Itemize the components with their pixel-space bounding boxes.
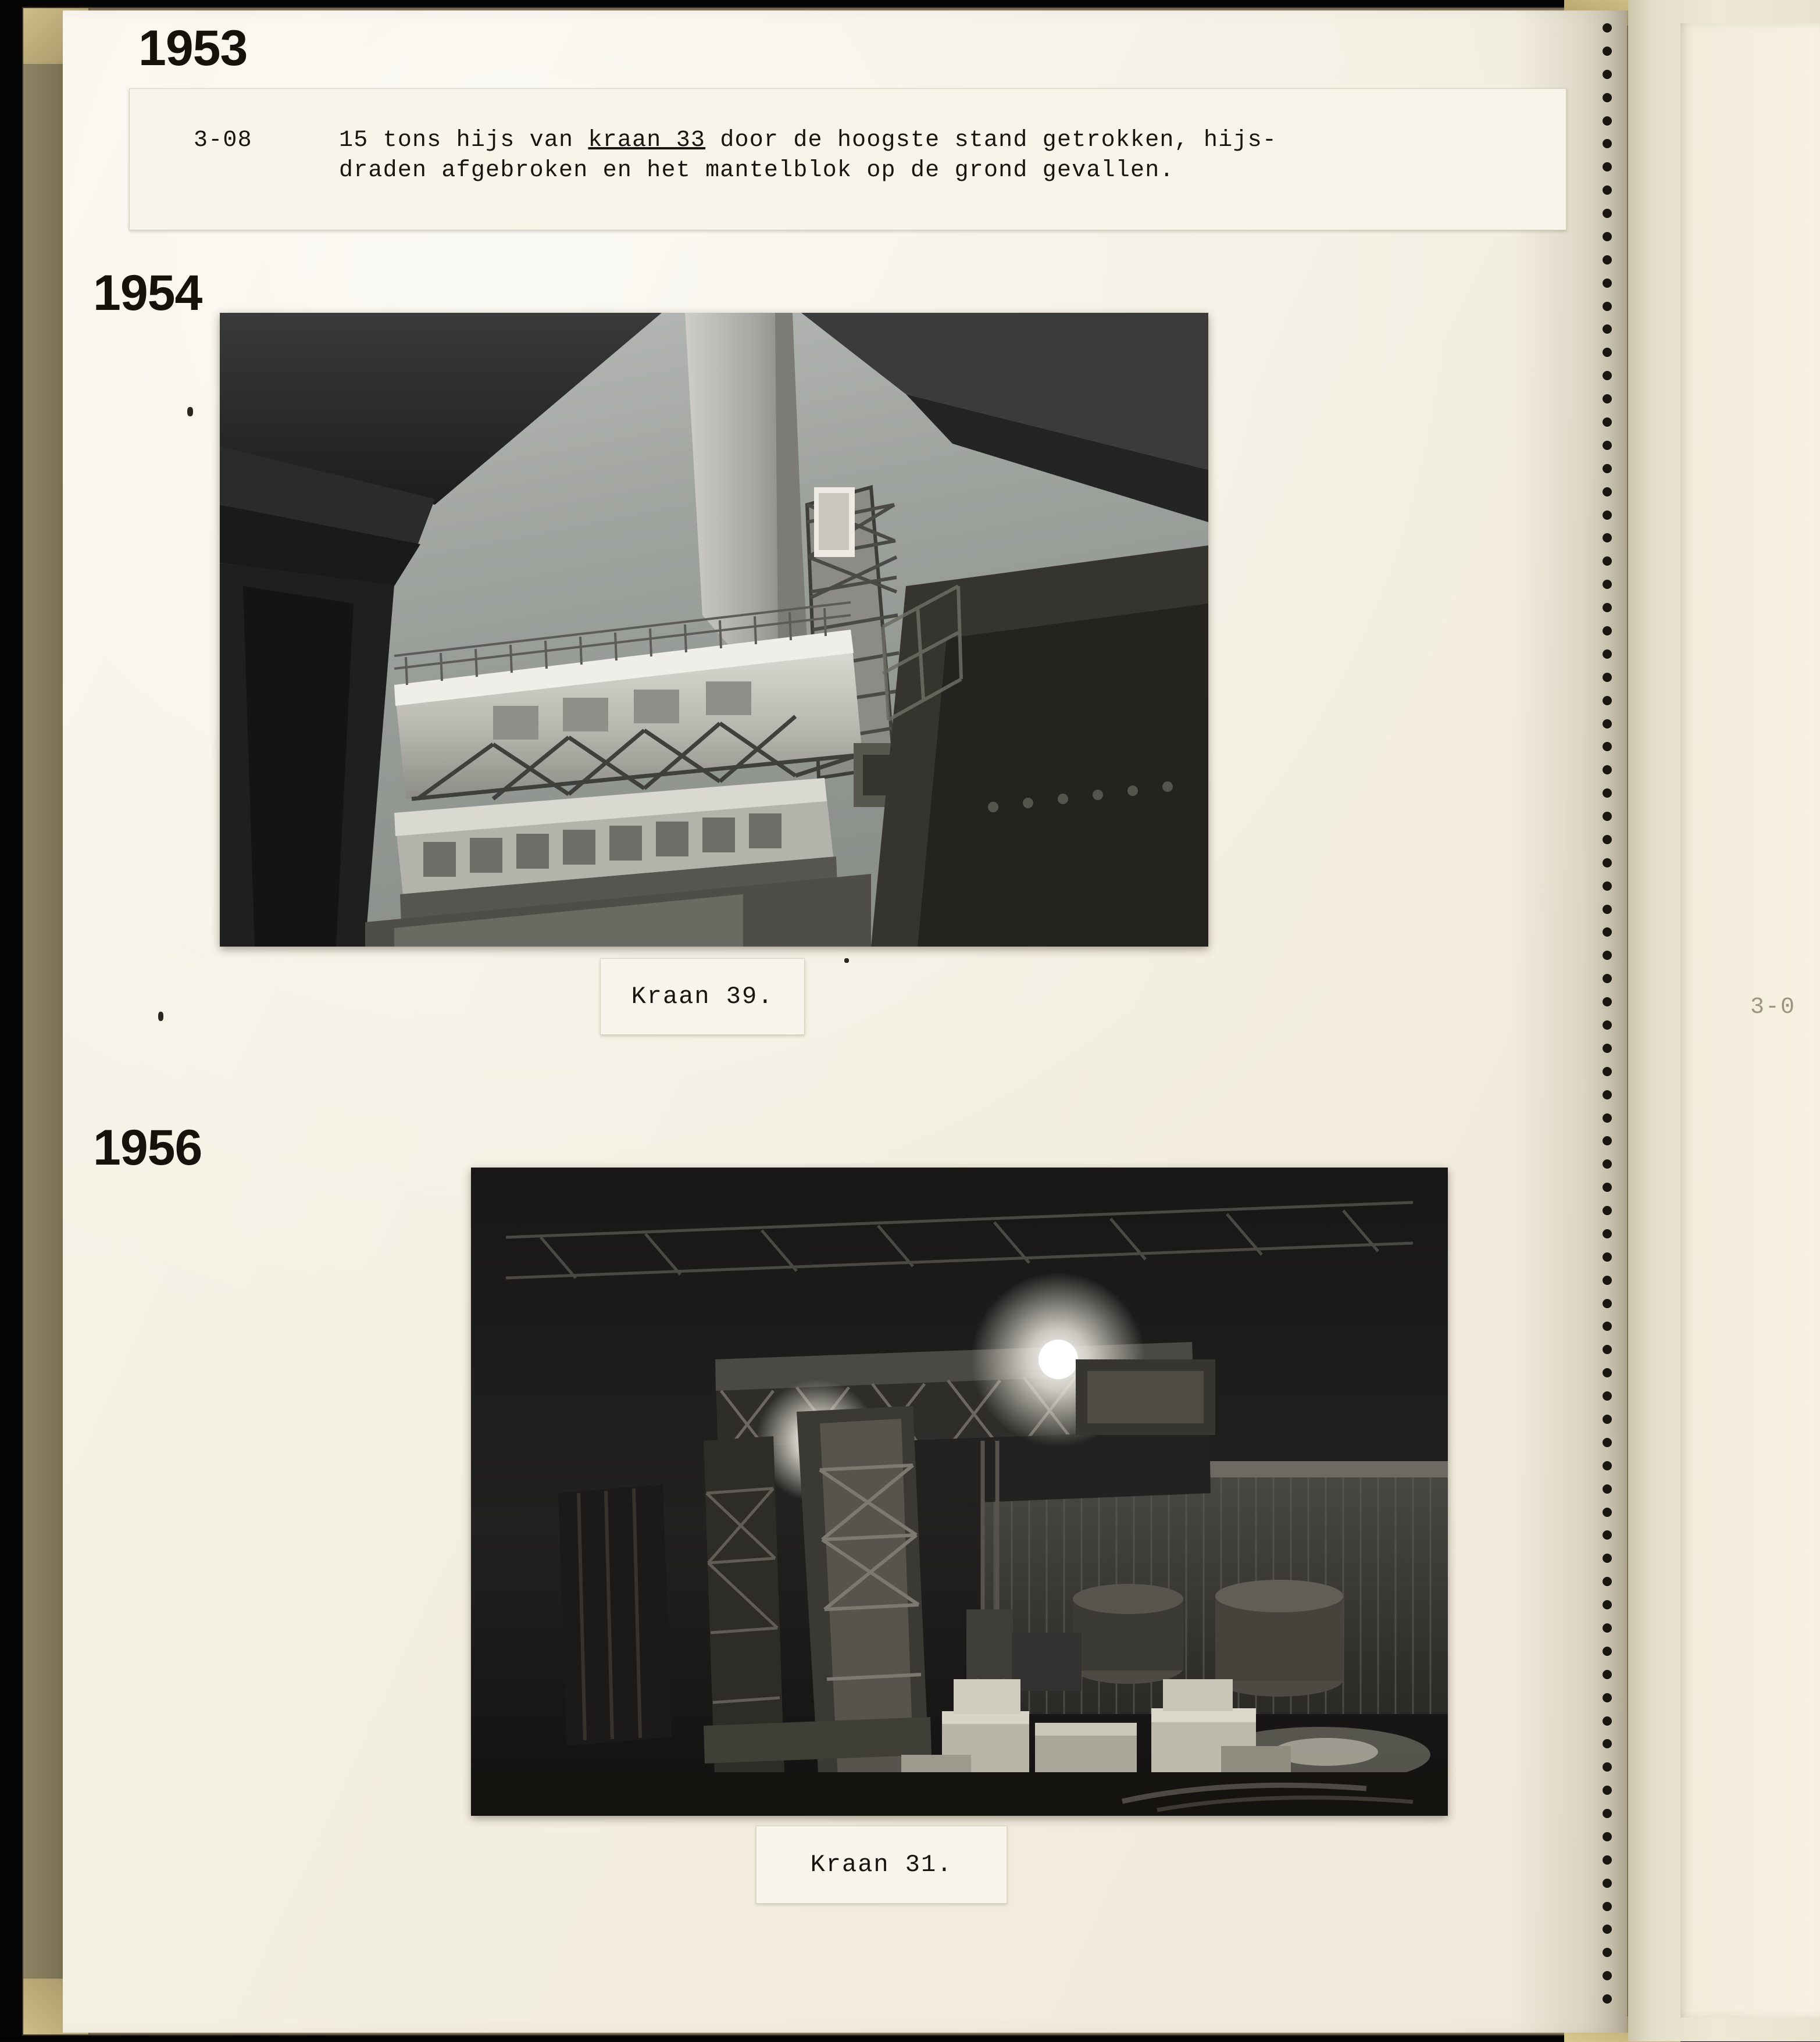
- photo-kraan-39-image: [220, 313, 1208, 947]
- binding-hole: [1603, 974, 1612, 983]
- binding-hole: [1603, 185, 1612, 195]
- page-speck-1: [187, 407, 193, 416]
- binding-hole: [1603, 1136, 1612, 1145]
- binding-hole: [1603, 1113, 1612, 1123]
- binding-hole: [1603, 1879, 1612, 1888]
- binding-hole: [1603, 765, 1612, 774]
- binding-hole: [1603, 1623, 1612, 1633]
- binding-hole: [1603, 1484, 1612, 1494]
- binding-hole: [1603, 1415, 1612, 1424]
- binding-hole: [1603, 116, 1612, 126]
- binding-hole: [1603, 1670, 1612, 1679]
- year-heading-1956: 1956: [93, 1120, 202, 1176]
- binding-hole: [1603, 788, 1612, 798]
- binding-hole: [1603, 1530, 1612, 1540]
- margin-ghost-text: 3-0: [1750, 994, 1796, 1020]
- binding-hole: [1603, 209, 1612, 218]
- binding-hole: [1603, 1647, 1612, 1656]
- binding-hole: [1603, 1902, 1612, 1911]
- page-speck-2: [158, 1012, 163, 1021]
- binding-hole: [1603, 1276, 1612, 1285]
- binding-hole: [1603, 881, 1612, 891]
- binding-hole: [1603, 719, 1612, 729]
- binding-holes: [1603, 23, 1618, 2018]
- binding-hole: [1603, 603, 1612, 612]
- caption-kraan-31: Kraan 31.: [756, 1826, 1007, 1904]
- binding-hole: [1603, 1461, 1612, 1470]
- binding-hole: [1603, 951, 1612, 960]
- binding-hole: [1603, 417, 1612, 427]
- binding-hole: [1603, 1345, 1612, 1354]
- binding-hole: [1603, 1762, 1612, 1772]
- binding-hole: [1603, 580, 1612, 589]
- binding-hole: [1603, 673, 1612, 682]
- binding-hole: [1603, 1020, 1612, 1030]
- note-code: 3-08: [194, 127, 252, 153]
- binding-hole: [1603, 1391, 1612, 1401]
- binding-hole: [1603, 1067, 1612, 1076]
- binding-hole: [1603, 1299, 1612, 1308]
- binding-hole: [1603, 487, 1612, 497]
- binding-hole: [1603, 23, 1612, 33]
- binding-hole: [1603, 533, 1612, 542]
- binding-hole: [1603, 371, 1612, 380]
- binding-hole: [1603, 1044, 1612, 1053]
- binding-hole: [1603, 510, 1612, 520]
- next-page-surface: [1680, 23, 1820, 2018]
- binding-hole: [1603, 139, 1612, 148]
- binding-hole: [1603, 70, 1612, 79]
- binding-hole: [1603, 556, 1612, 566]
- binding-hole: [1603, 162, 1612, 172]
- binding-hole: [1603, 1994, 1612, 2004]
- note-line-1-post: door de hoogste stand getrokken, hijs-: [705, 127, 1277, 153]
- binding-hole: [1603, 858, 1612, 868]
- binding-hole: [1603, 279, 1612, 288]
- binding-hole: [1603, 1739, 1612, 1748]
- binding-hole: [1603, 1438, 1612, 1447]
- binding-hole: [1603, 324, 1612, 334]
- binding-hole: [1603, 348, 1612, 357]
- binding-hole: [1603, 835, 1612, 844]
- binding-hole: [1603, 905, 1612, 914]
- binding-hole: [1603, 1925, 1612, 1934]
- binding-hole: [1603, 1229, 1612, 1238]
- binding-hole: [1603, 47, 1612, 56]
- binding-hole: [1603, 1368, 1612, 1377]
- binding-hole: [1603, 255, 1612, 265]
- note-line-1-pre: 15 tons hijs van: [339, 127, 588, 153]
- binding-hole: [1603, 1716, 1612, 1726]
- binding-hole: [1603, 1322, 1612, 1331]
- binding-hole: [1603, 927, 1612, 937]
- photo-kraan-39: [220, 313, 1208, 947]
- binding-hole: [1603, 1600, 1612, 1609]
- page-speck-3: [844, 958, 849, 963]
- binding-hole: [1603, 93, 1612, 102]
- binding-hole: [1603, 1577, 1612, 1586]
- binding-hole: [1603, 1786, 1612, 1795]
- note-underlined-term: kraan 33: [588, 127, 706, 153]
- binding-hole: [1603, 1554, 1612, 1563]
- binding-hole: [1603, 464, 1612, 473]
- typed-note-slip: [129, 88, 1566, 230]
- binding-hole: [1603, 1971, 1612, 1980]
- note-line-2: draden afgebroken en het mantelblok op de grond gevallen.: [339, 158, 1175, 184]
- binding-hole: [1603, 1855, 1612, 1865]
- binding-hole: [1603, 1508, 1612, 1517]
- binding-hole: [1603, 1206, 1612, 1215]
- binding-hole: [1603, 1252, 1612, 1262]
- caption-kraan-39: Kraan 39.: [600, 958, 805, 1035]
- note-line-1: [339, 127, 1277, 153]
- binding-hole: [1603, 742, 1612, 751]
- binding-hole: [1603, 1832, 1612, 1841]
- year-heading-1954: 1954: [93, 265, 202, 321]
- binding-hole: [1603, 1159, 1612, 1169]
- year-heading-1953: 1953: [138, 20, 248, 76]
- binding-hole: [1603, 649, 1612, 659]
- binding-hole: [1603, 1693, 1612, 1702]
- binding-hole: [1603, 997, 1612, 1006]
- binding-hole: [1603, 1809, 1612, 1818]
- binding-hole: [1603, 626, 1612, 636]
- binding-hole: [1603, 441, 1612, 450]
- binding-hole: [1603, 1183, 1612, 1192]
- photo-kraan-31-image: [471, 1168, 1448, 1816]
- binding-hole: [1603, 696, 1612, 705]
- binding-hole: [1603, 1090, 1612, 1099]
- binding-hole: [1603, 812, 1612, 821]
- binding-hole: [1603, 394, 1612, 404]
- binding-hole: [1603, 232, 1612, 241]
- binding-hole: [1603, 1948, 1612, 1957]
- photo-kraan-31: [471, 1168, 1448, 1816]
- binding-hole: [1603, 302, 1612, 311]
